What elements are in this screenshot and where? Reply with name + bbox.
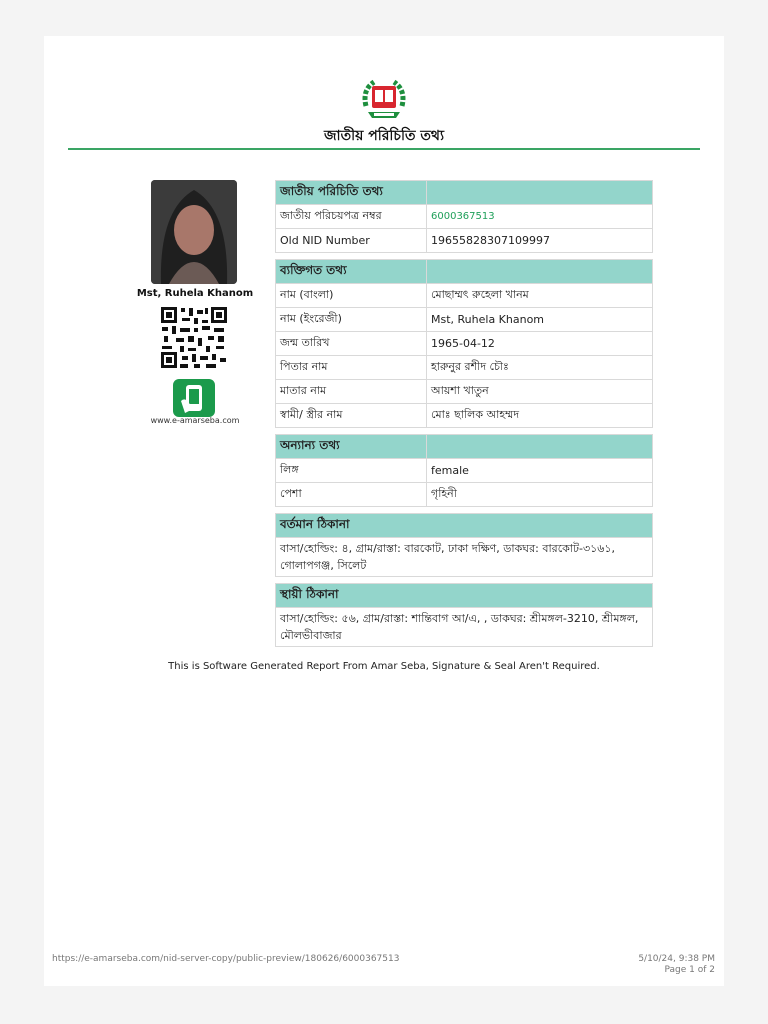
table-row [276,483,653,507]
row-label: নাম (ইংরেজী) [276,308,427,332]
row-label: পিতার নাম [276,356,427,380]
footnote: This is Software Generated Report From Amar Seba, Signature & Seal Aren't Required. [168,661,600,672]
section-header-permanent-address [276,584,653,608]
row-value: আয়শা খাতুন [427,380,653,404]
row-label: জন্ম তারিখ [276,332,427,356]
amarseba-app-icon [173,379,215,417]
table-row [276,404,653,428]
row-label: লিঙ্গ [276,459,427,483]
print-datetime: 5/10/24, 9:38 PM [638,954,715,964]
table-row [276,284,653,308]
table-row [276,459,653,483]
present-address-text: বাসা/হোল্ডিং: ৪, গ্রাম/রাস্তা: বারকোট, ঢাকা দক্ষিণ, ডাকঘর: বারকোট-৩১৬১, গোলাপগঞ্জ, সিলেট [276,538,653,577]
row-value: 1965-04-12 [427,332,653,356]
nid-number-value: 6000367513 [427,205,653,229]
table-row [276,380,653,404]
profile-photo [151,180,237,284]
profile-name: Mst, Ruhela Khanom [136,288,254,299]
row-label: মাতার নাম [276,380,427,404]
table-row [276,608,653,647]
page-title: জাতীয় পরিচিতি তথ্য [324,128,444,144]
row-label: জাতীয় পরিচয়পত্র নম্বর [276,205,427,229]
page-number: Page 1 of 2 [664,965,715,975]
row-label: পেশা [276,483,427,507]
row-label: স্বামী/ স্ত্রীর নাম [276,404,427,428]
row-value: গৃহিনী [427,483,653,507]
nid-info-table [275,180,653,647]
table-row [276,308,653,332]
website-link[interactable]: www.e-amarseba.com [150,416,240,425]
print-info [600,954,715,976]
table-row [276,332,653,356]
row-value: female [427,459,653,483]
government-seal-logo [358,76,410,124]
table-row [276,229,653,253]
table-row [276,205,653,229]
permanent-address-text: বাসা/হোল্ডিং: ৫৬, গ্রাম/রাস্তা: শান্তিবাগ আ/এ, , ডাকঘর: শ্রীমঙ্গল-3210, শ্রীমঙ্গল, মৌলভীবাজার [276,608,653,647]
row-value: হারুনুর রশীদ চৌঃ [427,356,653,380]
section-header-national [276,181,653,205]
header-divider [68,148,700,150]
section-title: ব্যক্তিগত তথ্য [276,260,427,284]
section-header-present-address [276,514,653,538]
section-title: স্থায়ী ঠিকানা [276,584,653,608]
table-row [276,538,653,577]
section-title: অন্যান্য তথ্য [276,435,427,459]
section-header-other [276,435,653,459]
page-url[interactable]: https://e-amarseba.com/nid-server-copy/public-preview/180626/6000367513 [52,954,400,964]
row-value: Mst, Ruhela Khanom [427,308,653,332]
row-value: মোছাম্মৎ রুহেলা খানম [427,284,653,308]
row-value: 19655828307109997 [427,229,653,253]
section-title: বর্তমান ঠিকানা [276,514,653,538]
row-value: মোঃ ছালিক আহম্মদ [427,404,653,428]
section-header-personal [276,260,653,284]
row-label: Old NID Number [276,229,427,253]
qr-code [160,306,228,369]
section-title: জাতীয় পরিচিতি তথ্য [276,181,427,205]
row-label: নাম (বাংলা) [276,284,427,308]
table-row [276,356,653,380]
